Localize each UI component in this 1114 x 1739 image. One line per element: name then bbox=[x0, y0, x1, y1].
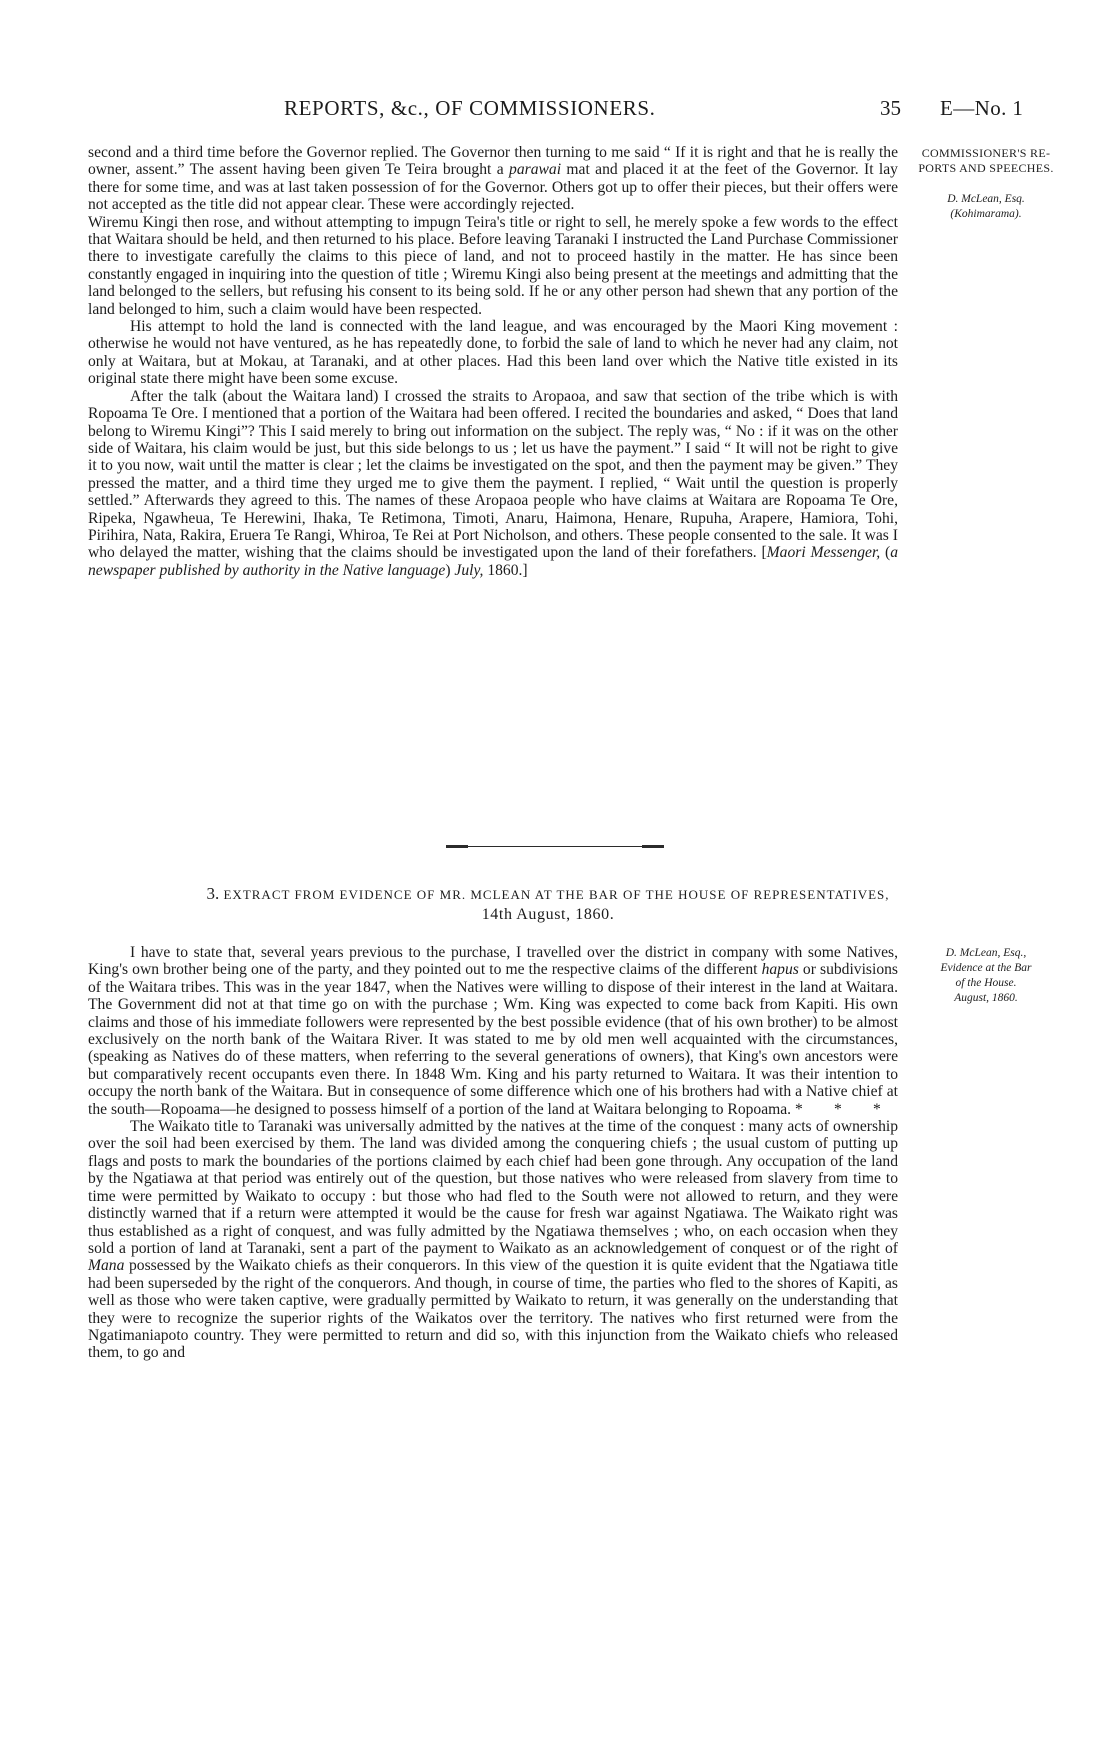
ellipsis-stars: * * * bbox=[794, 1100, 881, 1118]
sidenote-line: August, 1860. bbox=[954, 992, 1018, 1004]
section-number: 3. bbox=[206, 884, 220, 903]
section-3-body bbox=[88, 944, 898, 1362]
paragraph: After the talk (about the Waitara land) I crossed the straits to Aropaoa, and saw that section of the tribe which is with Ropoama Te Ore. I mentioned that a portion of the Waitara had been offered. I recited the boundaries and asked, “ Does that land belong to Wiremu Kingi”? This I said merely to bring out information on the subject. The reply was, “ No : if it was on the other side of Waitara, his claim would be just, but this side belongs to us ; let us have the payment.” I said “ It will not be right to give it to you now, wait until the matter is clear ; let the claims be investigated on the spot, and then the payment may be given.” They pressed the matter, and a third time they urged me to give them the payment. I replied, “ Wait until the question is properly settled.” Afterwards they agreed to this. The names of these Aropaoa people who have claims at Waitara are Ropoama Te Ore, Ripeka, Ngawheua, Te Herewini, Ihaka, Te Retimona, Timoti, Anaru, Haimona, Henare, Rupuha, Arapere, Hamiora, Tohi, Pirihira, Nata, Rakira, Eruera Te Rangi, Whiroa, Te Rei at Port Nicholson, and others. These people consented to the sale. It was I who delayed the matter, wishing that the claims should be investigated upon the land of their forefathers. [Maori Messenger, (a newspaper published by authority in the Native language) July, 1860.] bbox=[88, 387, 898, 579]
section-title: EXTRACT FROM EVIDENCE OF MR. MCLEAN AT THE BAR OF THE HOUSE OF REPRESENTATIVES, bbox=[223, 887, 890, 902]
section-1-body bbox=[88, 144, 898, 579]
sidenote-line: of the House. bbox=[955, 977, 1017, 989]
paragraph: Wiremu Kingi then rose, and without attempting to impugn Teira's title or right to sell, he merely spoke a few words to the effect that Waitara should be held, and then returned to his place. Before leaving Taranaki I instructed the Land Purchase Commissioner there to investigate carefully the claims to this piece of land, and not to proceed hastily in the matter. He has since been constantly engaged in inquiring into the question of title ; Wiremu Kingi also being present at the meetings and admitting that the land belonged to the sellers, but refusing his consent to its being sold. If he or any other person had shewn that any portion of the land belonged to him, such a claim would have been respected. bbox=[88, 213, 898, 318]
running-header bbox=[0, 96, 1114, 128]
citation-month: July, bbox=[454, 561, 484, 579]
sidenote-place: (Kohimarama). bbox=[950, 208, 1022, 220]
section-date: 14th August, 1860. bbox=[481, 906, 615, 923]
italic-term: Mana bbox=[88, 1257, 125, 1275]
document-reference: E—No. 1 bbox=[940, 96, 1024, 120]
sidenote-commissioner-reports bbox=[906, 146, 1066, 222]
header-title: REPORTS, &c., OF COMMISSIONERS. bbox=[284, 96, 656, 120]
italic-term: parawai bbox=[509, 161, 562, 179]
sidenote-evidence bbox=[906, 946, 1066, 1006]
section-divider bbox=[446, 846, 664, 848]
citation-source: Maori Messenger, bbox=[766, 544, 881, 562]
paragraph: I have to state that, several years previous to the purchase, I travelled over the district in company with some Natives, King's own brother being one of the party, and they pointed out to me the respective claims of the different hapus or subdivisions of the Waitara tribes. This was in the year 1847, when the Natives were willing to dispose of their interest in the land at Waitara. The Government did not at that time go on with the purchase ; Wm. King was expected to come back from Kapiti. His own claims and those of his immediate followers were represented by the best possible evidence (that of his own brother) to be almost exclusively on the north bank of the Waitara River. It was stated to me by old men well acquainted with the circumstances, (speaking as Natives do of these matters, when referring to the several generations of owners), that King's own ancestors were but comparatively recent occupants even there. In 1848 Wm. King and his party returned to Waitara. It was their intention to occupy the north bank of the Waitara. But in consequence of some difference which one of his brothers had with a Native chief at the south—Ropoama—he designed to possess himself of a portion of the land at Waitara belonging to Ropoama. * * * bbox=[88, 944, 898, 1118]
paragraph: The Waikato title to Taranaki was universally admitted by the natives at the time of the conquest : many acts of ownership over the soil had been exercised by them. The land was divided among the conquering chiefs ; the usual custom of putting up flags and posts to mark the boundaries of the portions claimed by each chief had been gone through. Any occupation of the land by the Ngatiawa at that period was entirely out of the question, but those natives who were released from slavery from time to time were permitted by Waikato to occupy : but those who had fled to the South were not allowed to return, and they were distinctly warned that if a return were attempted it would be the cause for fresh war against Ngatiawa. The Waikato right was thus established as a right of conquest, and was fully admitted by the Ngatiawa themselves ; who, on each occasion when they sold a portion of land at Taranaki, sent a part of the payment to Waikato as an acknowledgement of conquest or of the right of Mana possessed by the Waikato chiefs as their conquerors. In this view of the question it is quite evident that the Ngatiawa title had been superseded by the right of the conquerors. And though, in course of time, the parties who fled to the shores of Kapiti, as well as those who were taken captive, were gradually permitted by Waikato to return, it was generally on the understanding that they were to recognize the superior rights of the Waikatos over the territory. The natives who first returned were from the Ngatimaniapoto country. They were permitted to return and did so, with this injunction from the Waikato chiefs who released them, to go and bbox=[88, 1118, 898, 1362]
sidenote-heading: COMMISSIONER'S RE- PORTS AND SPEECHES. bbox=[918, 146, 1054, 175]
paragraph: second and a third time before the Governor replied. The Governor then turning to me said “ If it is right and that he is really the owner, assent.” The assent having been given Te Teira brought a parawai mat and placed it at the feet of the Governor. It lay there for some time, and was at last taken possession of for the Governor. Others got up to offer their pieces, but their offers were not accepted as the title did not appear clear. These were accordingly rejected. bbox=[88, 144, 898, 214]
sidenote-name: D. McLean, Esq., bbox=[945, 947, 1027, 959]
section-3-heading bbox=[88, 884, 1008, 924]
italic-term: hapus bbox=[761, 961, 799, 979]
citation-description: a newspaper published by authority in the Native language bbox=[88, 544, 898, 579]
page-number: 35 bbox=[880, 96, 901, 120]
citation-year: 1860.] bbox=[483, 561, 528, 579]
sidenote-line: Evidence at the Bar bbox=[940, 962, 1032, 974]
paragraph: His attempt to hold the land is connected with the land league, and was encouraged by the Maori King movement : otherwise he would not have ventured, as he has repeatedly done, to forbid the sale of land to which he never had any claim, not only at Waitara, but at Mokau, at Taranaki, and at other places. Had this been land over which the Native title existed in its original state there might have been some excuse. bbox=[88, 318, 898, 388]
sidenote-name: D. McLean, Esq. bbox=[947, 193, 1025, 205]
